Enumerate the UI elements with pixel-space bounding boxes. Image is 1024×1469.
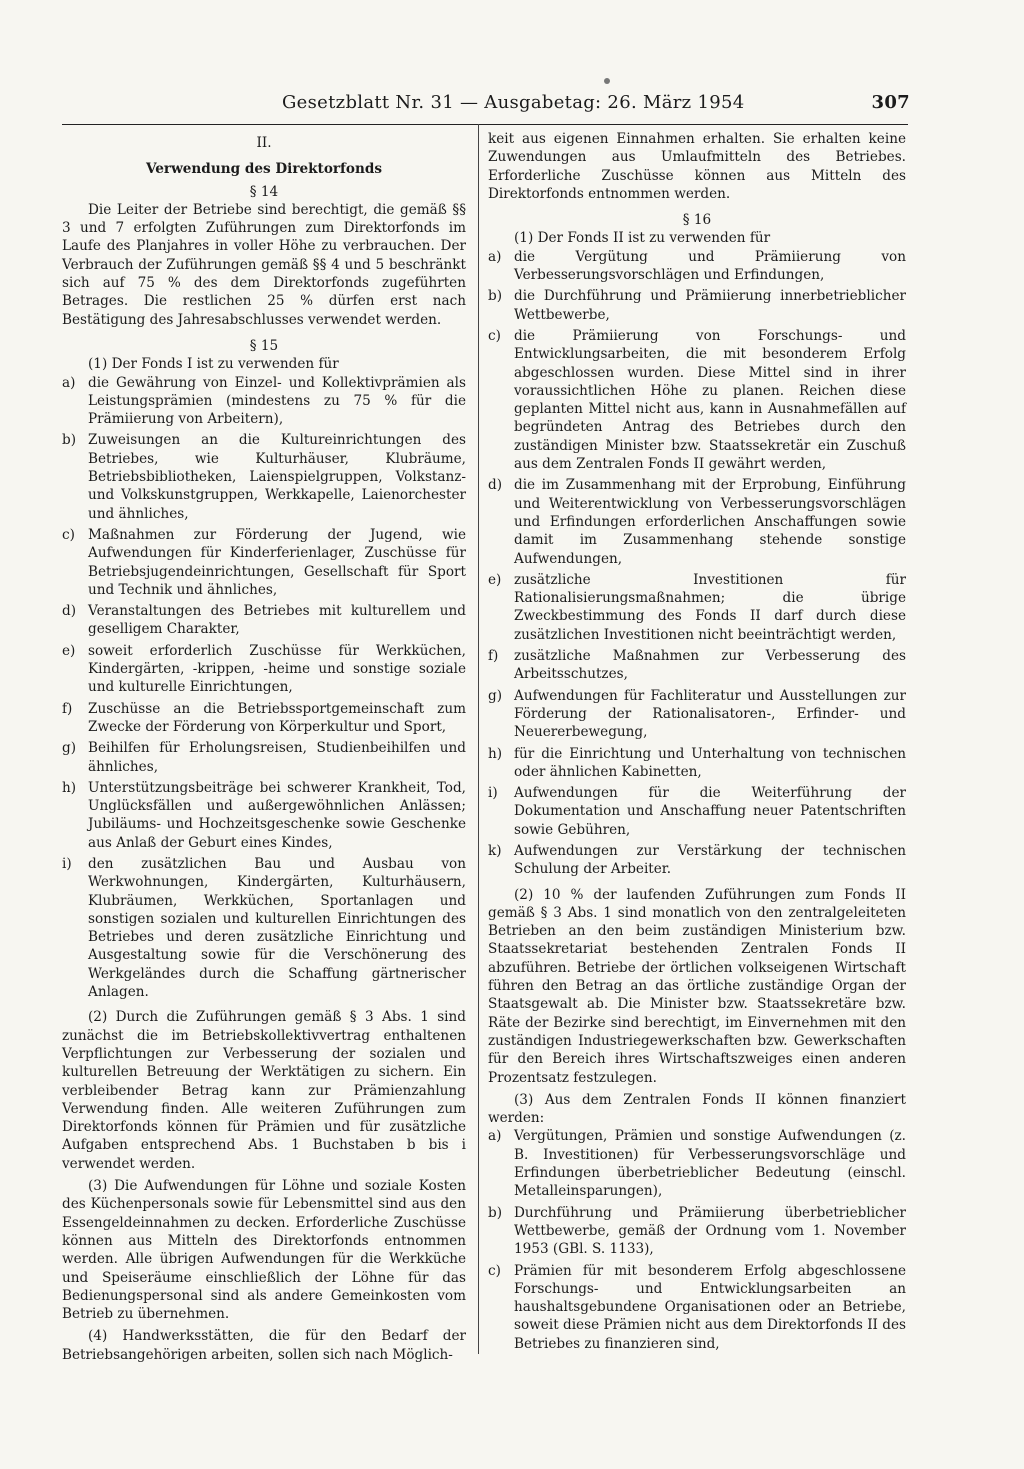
list-item: b) Zuweisungen an die Kultureinrichtungen des Betriebes, wie Kulturhäuser, Klubräume, Betriebsbibliotheken, Laienspielgruppen, Volkstanz- und Volkskunstgruppen, Werkkapelle, Laienorchester und ähnliches, xyxy=(62,432,466,522)
paragraph-16-intro: (1) Der Fonds II ist zu verwenden für xyxy=(514,230,771,247)
list-item: e) soweit erforderlich Zuschüsse für Werkküchen, Kindergärten, -krippen, -heime und sonstige soziale und kulturelle Einrichtungen, xyxy=(62,642,466,696)
paragraph-16-section-2: (2) 10 % der laufenden Zuführungen zum Fonds II gemäß § 3 Abs. 1 sind monatlich von den zentralgeleiteten Betrieben an den beim zuständigen Ministerium bzw. Staatssekretariat bestehenden Zentralen Fonds II abzuführen. Betriebe der örtlichen volkseigenen Wirtschaft führen den Betrag an das örtliche zuständige Organ der Staatsgewalt ab. Die Minister bzw. Staatssekretäre bzw. Räte der Bezirke sind berechtigt, im Einvernehmen mit den zuständigen Industriegewerkschaften bzw. Gewerkschaften für den Bereich ihres Wirtschaftszweiges einen anderen Prozentsatz festzulegen. xyxy=(488,886,906,1086)
page-number: 307 xyxy=(871,92,910,113)
list-item: g) Beihilfen für Erholungsreisen, Studienbeihilfen und ähnliches, xyxy=(62,740,466,775)
paragraph-heading-14: § 14 xyxy=(249,183,279,200)
paragraph-16-section-3-intro: (3) Aus dem Zentralen Fonds II können finanziert werden: xyxy=(488,1091,906,1127)
paragraph-heading-15: § 15 xyxy=(249,337,279,354)
list-item: a) Vergütungen, Prämien und sonstige Aufwendungen (z. B. Investitionen) für Verbesserungsvorschläge und Erfindungen überbetrieblicher Bedeutung (einschl. Metalleinsparungen), xyxy=(488,1128,906,1200)
list-item: d) Veranstaltungen des Betriebes mit kulturellem und geselligem Charakter, xyxy=(62,603,466,638)
list-item: b) Durchführung und Prämiierung überbetrieblicher Wettbewerbe, gemäß der Ordnung vom 1. November 1953 (GBl. S. 1133), xyxy=(488,1204,906,1258)
list-item: k) Aufwendungen zur Verstärkung der technischen Schulung der Arbeiter. xyxy=(488,842,906,878)
list-item: i) den zusätzlichen Bau und Ausbau von Werkwohnungen, Kindergärten, Kulturhäusern, Klubräumen, Werkküchen, Sportanlagen und sonstigen sozialen und kulturellen Einrichtungen des Betriebes und deren zusätzliche Einrichtung und Ausgestaltung sowie für die Verschönerung des Werkgeländes durch die Schaffung gärtnerischer Anlagen. xyxy=(62,855,466,1001)
list-item: f) zusätzliche Maßnahmen zur Verbesserung des Arbeitsschutzes, xyxy=(488,648,906,683)
page-header xyxy=(60,92,910,122)
section-numeral: II. xyxy=(256,135,272,151)
list-item: a) die Vergütung und Prämiierung von Verbesserungsvorschlägen und Erfindungen, xyxy=(488,248,906,284)
list-item: e) zusätzliche Investitionen für Rationalisierungsmaßnahmen; die übrige Zweckbestimmung des Fonds II darf durch diese zusätzlichen Investitionen nicht beeinträchtigt werden, xyxy=(488,571,906,643)
print-speck xyxy=(604,78,610,84)
list-item: f) Zuschüsse an die Betriebssportgemeinschaft zum Zwecke der Förderung von Körperkultur und Sport, xyxy=(62,700,466,735)
list-item: c) die Prämiierung von Forschungs- und Entwicklungsarbeiten, die mit besonderem Erfolg abgeschlossen wurden. Diese Mittel sind in ihrer voraussichtlichen Höhe zu planen. Reichen diese geplanten Mittel nicht aus, kann in Ausnahmefällen auf begründeten Antrag des Betriebes durch den zuständigen Minister bzw. Staatssekretär ein Zuschuß aus dem Zentralen Fonds II gewährt werden, xyxy=(488,327,906,473)
list-item: i) Aufwendungen für die Weiterführung der Dokumentation und Anschaffung neuer Patentschriften sowie Gebühren, xyxy=(488,785,906,838)
section-title: Verwendung des Direktorfonds xyxy=(145,161,383,178)
paragraph-heading-16: § 16 xyxy=(682,212,712,229)
list-item: h) Unterstützungsbeiträge bei schwerer Krankheit, Tod, Unglücksfällen und außergewöhnlichen Anlässen; Jubiläums- und Hochzeitsgeschenke sowie Geschenke aus Anlaß der Geburt eines Kindes, xyxy=(62,779,466,851)
list-item: g) Aufwendungen für Fachliteratur und Ausstellungen zur Förderung der Rationalisatoren-, Erfinder- und Neuererbewegung, xyxy=(488,687,906,741)
column-divider xyxy=(478,124,479,1354)
paragraph-15-section-2: (2) Durch die Zuführungen gemäß § 3 Abs. 1 sind zunächst die im Betriebskollektivvertrag enthaltenen Verpflichtungen zur Verbesserung der sozialen und kulturellen Betreuung der Werktätigen zu sichern. Ein verbleibender Betrag kann zur Prämienzahlung Verwendung finden. Alle weiteren Zuführungen zum Direktorfonds können für Prämien und für zusätzliche Aufgaben entsprechend Abs. 1 Buchstaben b bis i verwendet werden. xyxy=(62,1009,466,1172)
header-title: Gesetzblatt Nr. 31 — Ausgabetag: 26. März 1954 xyxy=(282,92,745,113)
left-column xyxy=(62,130,466,1364)
continuation-text: keit aus eigenen Einnahmen erhalten. Sie erhalten keine Zuwendungen aus Umlaufmitteln des Betriebes. Erforderliche Zuschüsse können aus Mitteln des Direktorfonds entnommen werden. xyxy=(488,131,906,202)
list-item: h) für die Einrichtung und Unterhaltung von technischen oder ähnlichen Kabinetten, xyxy=(488,745,906,780)
header-rule xyxy=(62,124,908,125)
paragraph-15-intro: (1) Der Fonds I ist zu verwenden für xyxy=(88,356,339,373)
paragraph-15-section-4: (4) Handwerksstätten, die für den Bedarf der Betriebsangehörigen arbeiten, sollen sich nach Möglich- xyxy=(62,1328,466,1363)
paragraph-15-section-3: (3) Die Aufwendungen für Löhne und soziale Kosten des Küchenpersonals sowie für Lebensmittel sind aus den Essengeldeinnahmen zu decken. Erforderliche Zuschüsse können aus Mitteln des Direktorfonds entnommen werden. Alle übrigen Aufwendungen für die Werkküche und Speiseräume einschließlich der Löhne für das Bedienungspersonal sind als andere Gemeinkosten vom Betrieb zu übernehmen. xyxy=(62,1178,466,1323)
paragraph-14-text: Die Leiter der Betriebe sind berechtigt, die gemäß §§ 3 und 7 erfolgten Zuführungen zum Direktorfonds im Laufe des Planjahres in voller Höhe zu verbrauchen. Der Verbrauch der Zuführungen gemäß §§ 4 und 5 beschränkt sich auf 75 % des dem Direktorfonds zugeführten Betrages. Die restlichen 25 % dürfen erst nach Bestätigung des Jahresabschlusses verwendet werden. xyxy=(62,201,466,328)
right-column xyxy=(488,130,906,1356)
list-item: a) die Gewährung von Einzel- und Kollektivprämien als Leistungsprämien (mindestens zu 75 % für die Prämiierung von Arbeitern), xyxy=(62,374,466,428)
list-item: d) die im Zusammenhang mit der Erprobung, Einführung und Weiterentwicklung von Verbesserungsvorschlägen und Erfindungen erforderlichen Anschaffungen sowie damit im Zusammenhang stehende sonstige Aufwendungen, xyxy=(488,477,906,567)
list-item: c) Prämien für mit besonderem Erfolg abgeschlossene Forschungs- und Entwicklungsarbeiten an haushaltsgebundene Organisationen oder an Betriebe, soweit diese Prämien nicht aus dem Direktorfonds II des Betriebes zu finanzieren sind, xyxy=(488,1262,906,1352)
list-item: b) die Durchführung und Prämiierung innerbetrieblicher Wettbewerbe, xyxy=(488,288,906,323)
list-item: c) Maßnahmen zur Förderung der Jugend, wie Aufwendungen für Kinderferienlager, Zuschüsse für Betriebsjugendeinrichtungen, Gesellschaft für Sport und Technik und ähnliches, xyxy=(62,526,466,598)
